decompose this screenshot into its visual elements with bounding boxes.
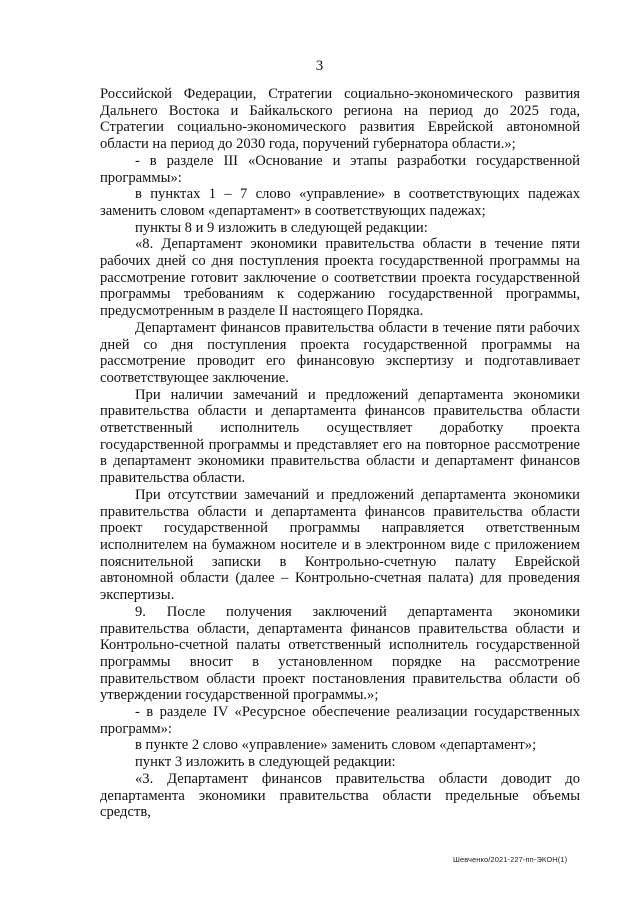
- paragraph: 9. После получения заключений департамента экономики правительства области, департамента финансов правительства области и Контрольно-счетной палаты ответственный исполнитель государственной программы вносит в установленном порядке на рассмотрение правительством области проект постановления правительства области об утверждении государственной программы.»;: [100, 603, 580, 704]
- paragraph: «3. Департамент финансов правительства области доводит до департамента экономики правительства области предельные объемы средств,: [100, 770, 580, 821]
- paragraph: - в разделе III «Основание и этапы разработки государственной программы»:: [100, 152, 580, 186]
- paragraph: пункты 8 и 9 изложить в следующей редакции:: [135, 219, 428, 236]
- paragraph: «8. Департамент экономики правительства области в течение пяти рабочих дней со дня поступления проекта государственной программы на рассмотрение готовит заключение о соответствии проекта государственной программы требованиям к содержанию государственной программы, предусмотренным в разделе II настоящего Порядка.: [100, 236, 580, 320]
- paragraph: Российской Федерации, Стратегии социально-экономического развития Дальнего Востока и Байкальского региона на период до 2025 года, Стратегии социально-экономического развития Еврейской автономной области на период до 2030 года, поручений губернатора области.»;: [100, 86, 580, 153]
- paragraph: - в разделе IV «Ресурсное обеспечение реализации государственных программ»:: [100, 704, 580, 737]
- paragraph: При отсутствии замечаний и предложений департамента экономики правительства области и департамента финансов правительства области проект государственной программы направляется ответственным исполнителем на бумажном носителе и в электронном виде с приложением пояснительной записки в Контрольно-счетную палату Еврейской автономной области (далее – Контрольно-счетная палата) для проведения экспертизы.: [100, 486, 580, 604]
- page-number: 3: [315, 58, 324, 74]
- paragraph: Департамент финансов правительства области в течение пяти рабочих дней со дня поступления проекта государственной программы на рассмотрение проводит его финансовую экспертизу и подготавливает соответствующее заключение.: [100, 319, 580, 386]
- paragraph: При наличии замечаний и предложений департамента экономики правительства области и департамента финансов правительства области ответственный исполнитель осуществляет доработку проекта государственной программы и представляет его на повторное рассмотрение в департамент экономики правительства области и департамент финансов правительства области.: [100, 386, 580, 487]
- document-body: [100, 86, 580, 821]
- paragraph: в пунктах 1 – 7 слово «управление» в соответствующих падежах заменить словом «департамент» в соответствующих падежах;: [100, 186, 580, 219]
- document-code: Шевченко/2021-227-пп-ЭКОН(1): [453, 855, 568, 864]
- paragraph: пункт 3 изложить в следующей редакции:: [135, 754, 396, 771]
- paragraph: в пункте 2 слово «управление» заменить словом «департамент»;: [135, 737, 537, 754]
